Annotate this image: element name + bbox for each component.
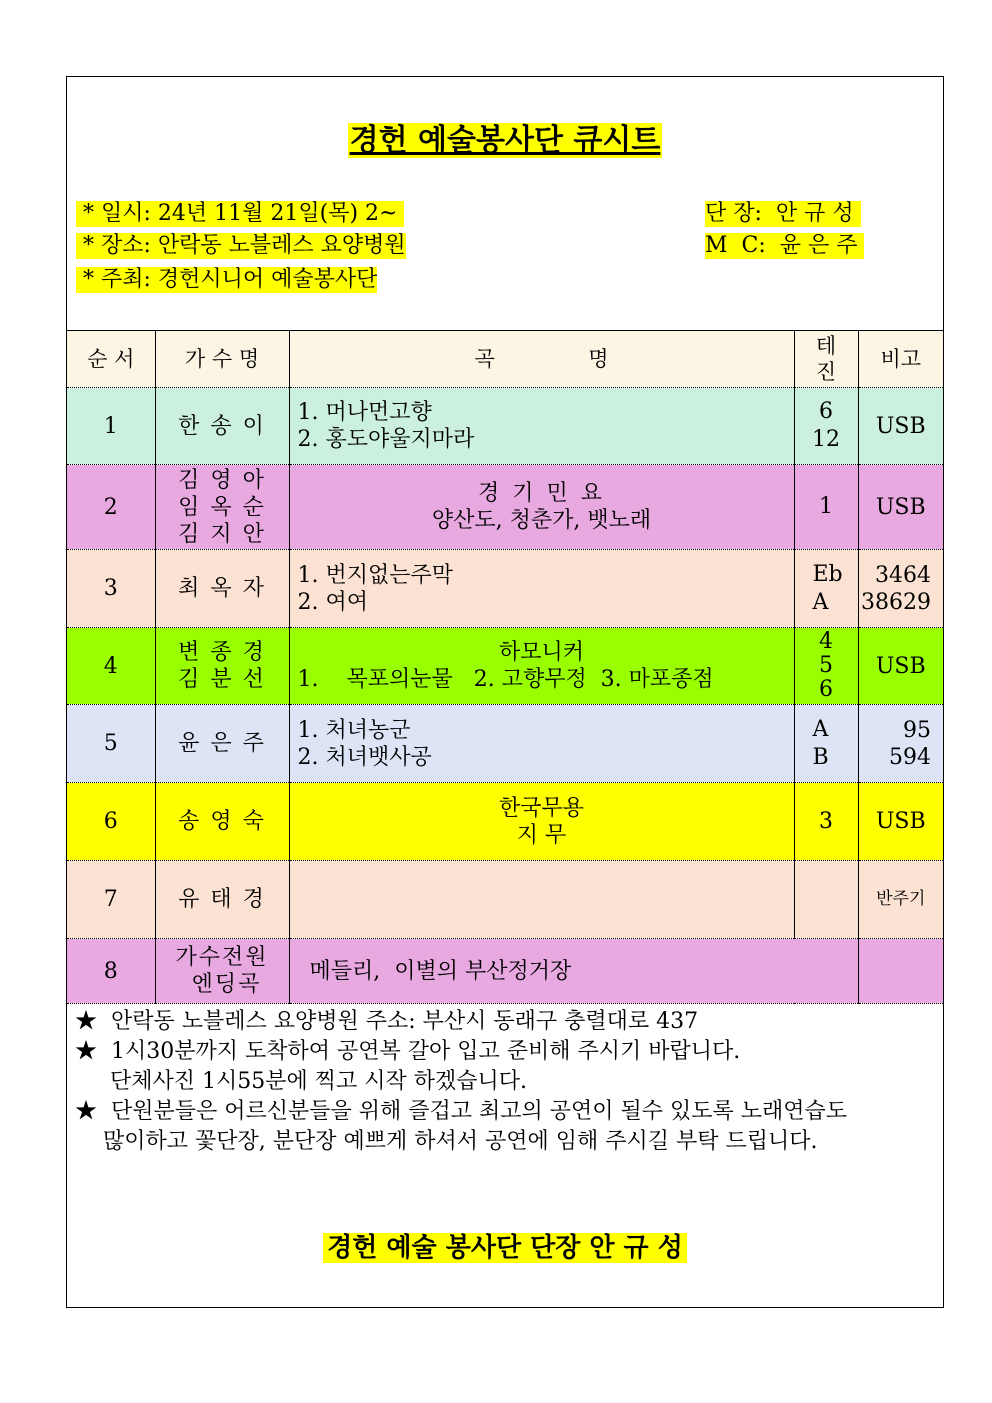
row-singer: 가수전원 엔딩곡	[155, 939, 289, 1004]
header-song: 곡 명	[289, 331, 794, 388]
row-order: 1	[67, 388, 155, 465]
row-song	[289, 388, 794, 465]
row-key: 1	[794, 465, 858, 550]
info-date: * 일시: 24년 11월 21일(목) 2~	[76, 201, 405, 226]
table-row	[67, 465, 943, 550]
song-line: 한국무용	[498, 795, 584, 821]
table-row	[67, 705, 943, 783]
row-order: 4	[67, 628, 155, 705]
table-row	[67, 939, 943, 1004]
song-line: 지 무	[516, 822, 567, 848]
row-song	[289, 705, 794, 783]
row-song	[289, 939, 858, 1004]
info-leader: 단 장: 안 규 성	[705, 201, 861, 226]
table-row	[67, 861, 943, 939]
song-line: 1. 처녀농군	[297, 717, 411, 743]
footer-signature: 경헌 예술 봉사단 단장 안 규 성	[67, 1227, 943, 1264]
row-song	[289, 783, 794, 861]
row-singer: 한 송 이	[155, 388, 289, 465]
note-line: 많이하고 꽃단장, 분단장 예쁘게 하셔서 공연에 임해 주시길 부탁 드립니다.	[75, 1129, 818, 1154]
song-line: 2. 여여	[297, 589, 368, 615]
header-key: 테 진	[794, 331, 858, 388]
row-singer: 윤 은 주	[155, 705, 289, 783]
page-title: 경헌 예술봉사단 큐시트	[349, 123, 661, 158]
song-line: 1. 머나먼고향	[297, 400, 432, 425]
table-row	[67, 550, 943, 628]
row-song	[289, 861, 794, 939]
row-note: USB	[858, 388, 943, 465]
info-mc: M C: 윤 은 주	[705, 233, 865, 258]
header-note: 비고	[858, 331, 943, 388]
table-row	[67, 628, 943, 705]
row-song	[289, 550, 794, 628]
table-header-row	[67, 331, 943, 388]
row-key: Eb A	[794, 550, 858, 628]
row-singer: 최 옥 자	[155, 550, 289, 628]
row-key: 4 5 6	[794, 628, 858, 705]
document-frame	[66, 76, 944, 1308]
row-order: 2	[67, 465, 155, 550]
row-note: USB	[858, 628, 943, 705]
row-note: 3464 38629	[858, 550, 943, 628]
info-place: * 장소: 안락동 노블레스 요양병원	[76, 233, 406, 258]
song-line: 경 기 민 요	[478, 481, 605, 506]
row-song	[289, 628, 794, 705]
row-song	[289, 465, 794, 550]
song-line: 2. 홍도야울지마라	[297, 427, 475, 452]
song-line: 하모니커	[498, 640, 584, 665]
info-host: * 주최: 경헌시니어 예술봉사단	[76, 267, 378, 292]
row-singer: 김 영 아 임 옥 순 김 지 안	[155, 465, 289, 550]
row-order: 3	[67, 550, 155, 628]
row-note: USB	[858, 465, 943, 550]
song-line: 2. 처녀뱃사공	[297, 744, 432, 770]
note-line: ★ 안락동 노블레스 요양병원 주소: 부산시 동래구 충렬대로 437	[75, 1009, 699, 1034]
notes-block	[75, 1007, 847, 1157]
row-note: USB	[858, 783, 943, 861]
row-note	[858, 939, 943, 1004]
song-line: 메들리, 이별의 부산정거장	[309, 958, 572, 984]
row-singer: 유 태 경	[155, 861, 289, 939]
row-order: 7	[67, 861, 155, 939]
row-key	[794, 861, 858, 939]
table-row	[67, 388, 943, 465]
song-line: 1. 번지없는주막	[297, 562, 453, 588]
song-line: 양산도, 청춘가, 뱃노래	[431, 508, 652, 533]
note-line: ★ 단원분들은 어르신분들을 위해 즐겁고 최고의 공연이 될수 있도록 노래연습도	[75, 1099, 847, 1124]
row-order: 8	[67, 939, 155, 1004]
row-singer: 송 영 숙	[155, 783, 289, 861]
header-singer: 가 수 명	[155, 331, 289, 388]
row-singer: 변 종 경 김 분 선	[155, 628, 289, 705]
note-line: 단체사진 1시55분에 찍고 시작 하겠습니다.	[75, 1069, 527, 1094]
song-line: 1. 목포의눈물 2. 고향무정 3. 마포종점	[297, 667, 714, 692]
row-order: 6	[67, 783, 155, 861]
row-key: A B	[794, 705, 858, 783]
cue-table	[67, 330, 943, 1004]
table-row	[67, 783, 943, 861]
note-line: ★ 1시30분까지 도착하여 공연복 갈아 입고 준비해 주시기 바랍니다.	[75, 1039, 741, 1064]
header-order: 순 서	[67, 331, 155, 388]
row-order: 5	[67, 705, 155, 783]
row-key: 3	[794, 783, 858, 861]
row-note: 95 594	[858, 705, 943, 783]
row-key: 6 12	[794, 388, 858, 465]
row-note: 반주기	[858, 861, 943, 939]
